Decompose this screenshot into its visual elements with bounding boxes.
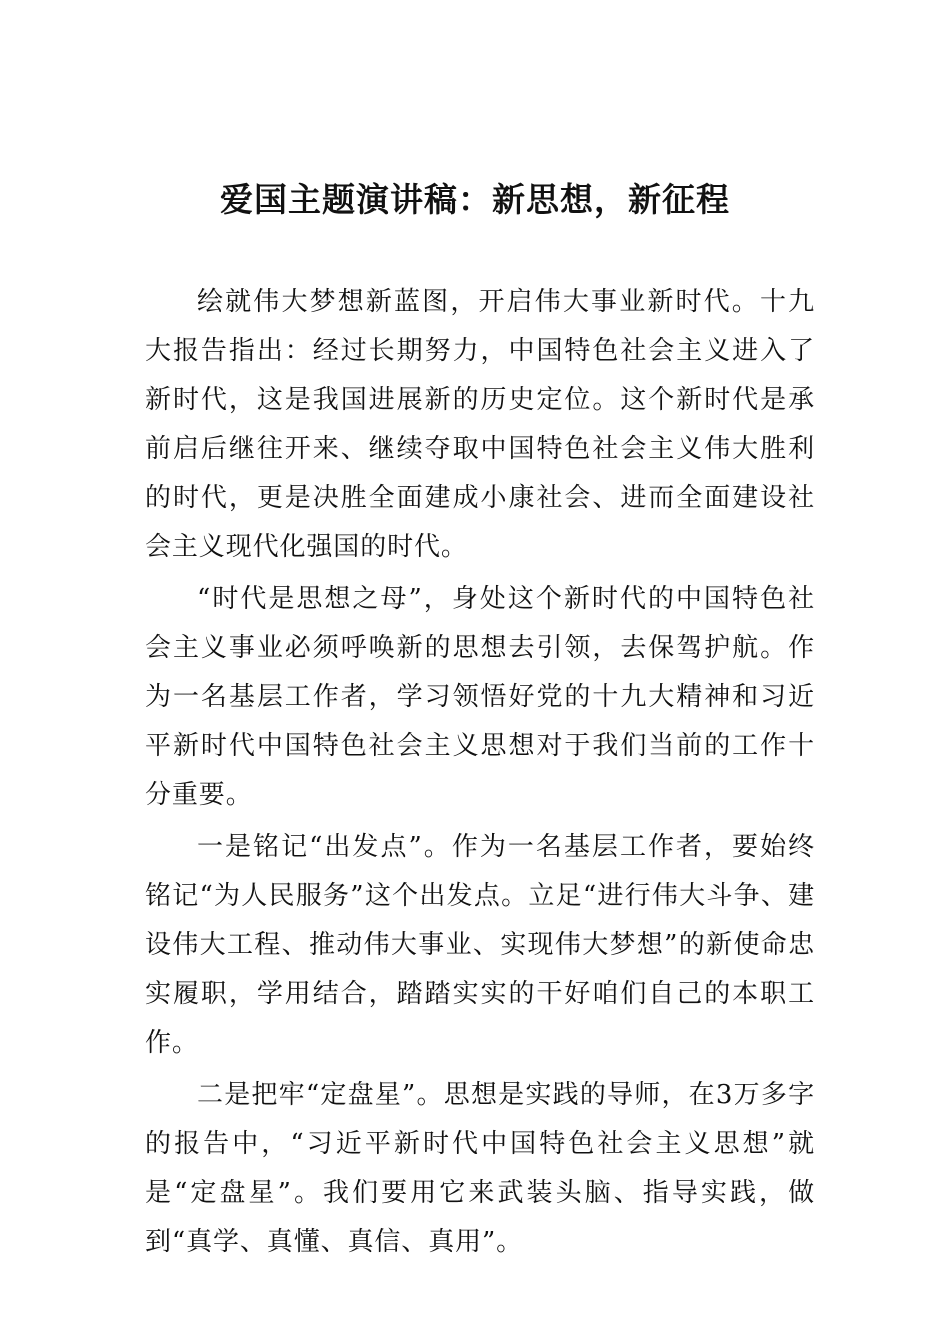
paragraph-era-thought: “时代是思想之母”，身处这个新时代的中国特色社会主义事业必须呼唤新的思想去引领，去保驾护航。作为一名基层工作者，学习领悟好党的十九大精神和习近平新时代中国特色社会主义思想对于我们当前的工作十分重要。 — [145, 584, 815, 810]
document-title: 爱国主题演讲稿：新思想，新征程 — [220, 180, 730, 219]
paragraph-intro: 绘就伟大梦想新蓝图，开启伟大事业新时代。十九大报告指出：经过长期努力，中国特色社会主义进入了新时代，这是我国进展新的历史定位。这个新时代是承前启后继往开来、继续夺取中国特色社会主义伟大胜利的时代，更是决胜全面建成小康社会、进而全面建设社会主义现代化强国的时代。 — [145, 287, 815, 562]
paragraph-point-two: 二是把牢“定盘星”。思想是实践的导师，在3万多字的报告中，“习近平新时代中国特色社会主义思想”就是“定盘星”。我们要用它来武装头脑、指导实践，做到“真学、真懂、真信、真用”。 — [145, 1080, 815, 1257]
paragraph-point-one: 一是铭记“出发点”。作为一名基层工作者，要始终铭记“为人民服务”这个出发点。立足“进行伟大斗争、建设伟大工程、推动伟大事业、实现伟大梦想”的新使命忠实履职，学用结合，踏踏实实的干好咱们自己的本职工作。 — [145, 832, 815, 1058]
document-body — [145, 278, 815, 1267]
